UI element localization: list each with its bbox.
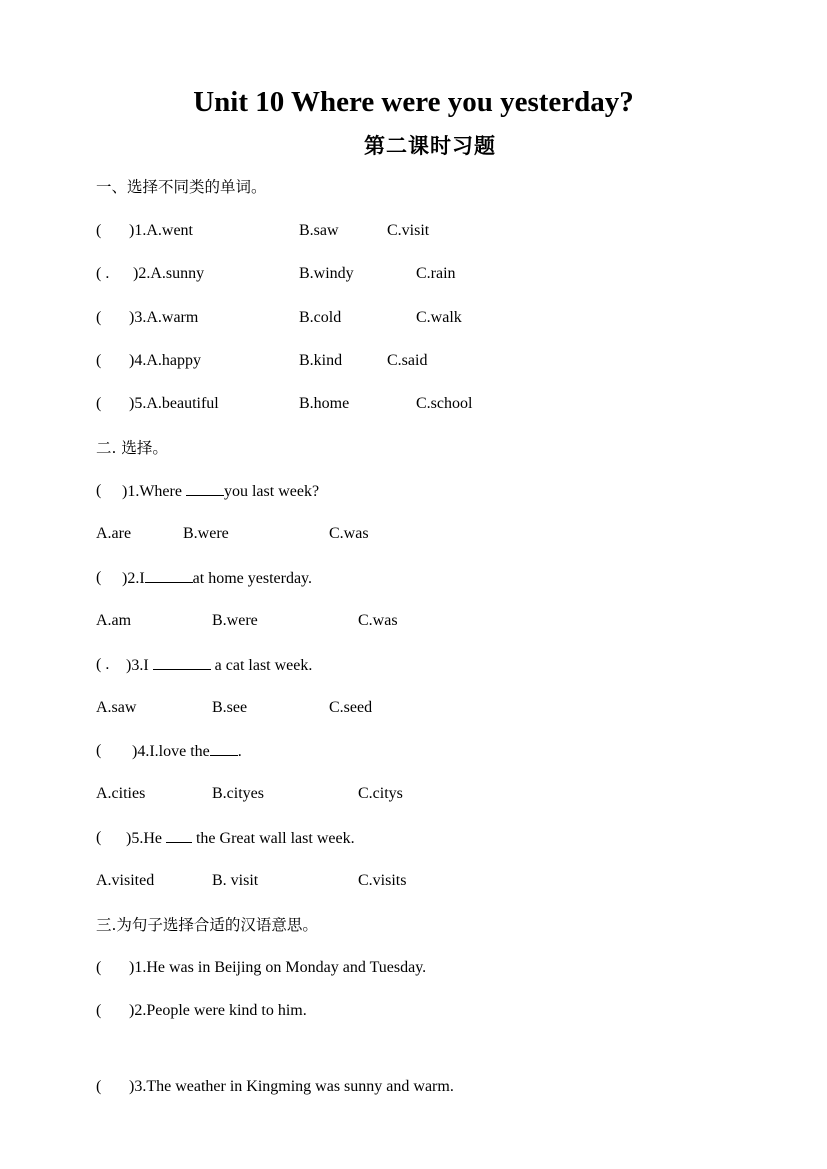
answer-paren: ( . xyxy=(96,656,110,673)
option-a: A.saw xyxy=(96,699,137,716)
option-b: B.see xyxy=(212,699,248,716)
sentence-text: )3.The weather in Kingming was sunny and warm. xyxy=(129,1078,454,1095)
option-b: B.home xyxy=(299,395,350,412)
option-c: C.school xyxy=(416,395,473,412)
answer-paren: ( xyxy=(96,222,102,239)
answer-paren: ( xyxy=(96,959,102,976)
option-a: A.cities xyxy=(96,785,146,802)
sentence-text: )1.He was in Beijing on Monday and Tuesday. xyxy=(129,959,427,976)
option-c: C.walk xyxy=(416,309,462,326)
option-b: B.cold xyxy=(299,309,342,326)
option-a: )4.A.happy xyxy=(129,352,201,369)
option-b: B.kind xyxy=(299,352,343,369)
option-b: B.were xyxy=(212,612,258,629)
question-text xyxy=(126,827,355,850)
page-subtitle: 第二课时习题 xyxy=(364,134,496,158)
question-prefix: )1.Where xyxy=(122,483,186,500)
answer-paren: ( xyxy=(96,1002,102,1019)
option-b: B.were xyxy=(183,525,229,542)
question-suffix: the Great wall last week. xyxy=(191,830,355,847)
question-suffix: you last week? xyxy=(223,483,320,500)
option-c: C.visit xyxy=(387,222,430,239)
option-b: B.cityes xyxy=(212,785,264,802)
answer-blank xyxy=(145,567,193,583)
answer-paren: ( xyxy=(96,352,102,369)
answer-paren: ( xyxy=(96,569,102,586)
section1-heading: 一、选择不同类的单词。 xyxy=(96,178,267,196)
answer-paren: ( xyxy=(96,742,102,759)
option-a: A.am xyxy=(96,612,132,629)
question-prefix: )4.I.love the xyxy=(132,743,210,760)
option-b: B.saw xyxy=(299,222,339,239)
option-c: C.was xyxy=(329,525,369,542)
answer-paren: ( xyxy=(96,309,102,326)
option-c: C.citys xyxy=(358,785,403,802)
answer-paren: ( xyxy=(96,482,102,499)
answer-paren: ( xyxy=(96,395,102,412)
option-a: )2.A.sunny xyxy=(133,265,205,282)
answer-paren: ( xyxy=(96,1078,102,1095)
option-c: C.visits xyxy=(358,872,407,889)
question-text xyxy=(122,567,312,590)
question-suffix: . xyxy=(237,743,242,760)
sentence-text: )2.People were kind to him. xyxy=(129,1002,307,1019)
option-a: )3.A.warm xyxy=(129,309,199,326)
section2-heading: 二. 选择。 xyxy=(96,439,168,457)
question-suffix: a cat last week. xyxy=(210,657,313,674)
option-a: )1.A.went xyxy=(129,222,193,239)
question-prefix: )2.I xyxy=(122,570,145,587)
option-b: B.windy xyxy=(299,265,354,282)
question-suffix: at home yesterday. xyxy=(192,570,313,587)
option-c: C.said xyxy=(387,352,428,369)
answer-blank xyxy=(153,654,211,670)
option-c: C.was xyxy=(358,612,398,629)
question-text xyxy=(126,654,312,677)
option-a: A.are xyxy=(96,525,132,542)
question-text xyxy=(132,740,242,763)
option-a: )5.A.beautiful xyxy=(129,395,219,412)
question-text xyxy=(122,480,319,503)
section3-heading: 三.为句子选择合适的汉语意思。 xyxy=(96,916,318,934)
option-c: C.rain xyxy=(416,265,456,282)
answer-blank xyxy=(166,827,192,843)
answer-blank xyxy=(186,480,224,496)
answer-blank xyxy=(210,740,238,756)
page-title xyxy=(0,86,827,119)
option-c: C.seed xyxy=(329,699,373,716)
title-text: Unit 10 Where were you yesterday? xyxy=(193,86,634,118)
question-prefix: )5.He xyxy=(126,830,166,847)
answer-paren: ( xyxy=(96,829,102,846)
option-b: B. visit xyxy=(212,872,259,889)
answer-paren: ( . xyxy=(96,265,110,282)
option-a: A.visited xyxy=(96,872,155,889)
question-prefix: )3.I xyxy=(126,657,153,674)
